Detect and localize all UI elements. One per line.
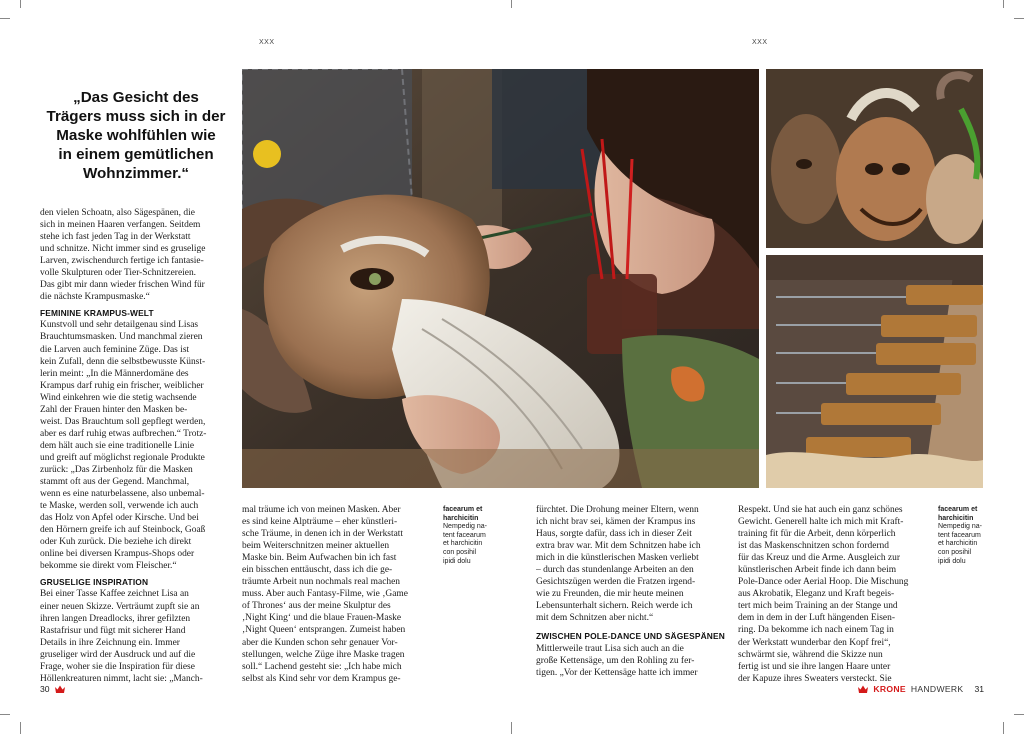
footer-left	[40, 684, 65, 694]
text-line: selbst als Kind sehr vor dem Krampus ge-	[242, 673, 401, 684]
text-line: die nächste Krampusmaske.“	[40, 292, 150, 303]
text-line: der Werkstatt wunderbar den Kopf frei“,	[738, 637, 891, 648]
text-line: und schnitze. Nicht immer sind es gruselige	[40, 244, 206, 255]
photo-carving-tools	[766, 255, 983, 488]
body-column-3	[536, 504, 729, 679]
crop-mark	[1014, 714, 1024, 715]
footer-right	[858, 684, 984, 694]
crop-mark	[1014, 18, 1024, 19]
text-line: ring. Da bekomme ich nach einem Tag in	[738, 625, 894, 636]
text-line: wie zu Freunden, die mir heute meinen	[536, 589, 684, 600]
photo-mask-painting	[242, 69, 759, 488]
pull-quote-line: in einem gemütlichen	[58, 146, 214, 163]
text-line: stammt oft aus der Gegend. Manchmal,	[40, 477, 190, 488]
text-line: tert mich beim Training an der Stange und	[738, 601, 898, 612]
text-line: of Thrones‘ aus der meine Skulptur des	[242, 601, 391, 612]
text-line: Haus, sorgte dafür, dass ich in dieser Zeit	[536, 529, 692, 540]
text-line: Wind einkehren wie die stetig wachsende	[40, 392, 197, 403]
caption-line: con posihil	[938, 548, 972, 556]
crop-mark	[20, 722, 21, 734]
text-line: weist. Das Brauchtum soll gepflegt werden,	[40, 416, 206, 427]
text-line: tigen. „Vor der Kettensäge hatte ich immer	[536, 667, 698, 678]
text-line: Details in ihre Zeichnung ein. Immer	[40, 637, 180, 648]
text-line: ihren langen Dreadlocks, ihrer gefilzten	[40, 613, 191, 624]
text-line: Mittlerweile traut Lisa sich auch an die	[536, 643, 684, 654]
caption-line: et harchicitin	[443, 540, 483, 548]
caption-title: facearum et	[443, 506, 483, 513]
photo-caption	[938, 506, 998, 566]
crown-icon	[858, 685, 868, 693]
section-heading: FEMININE KRAMPUS-WELT	[40, 308, 154, 319]
caption-line: ipidi dolu	[938, 557, 966, 565]
text-line: Bei einer Tasse Kaffee zeichnet Lisa an	[40, 589, 189, 600]
caption-line: tent facearum	[938, 531, 981, 539]
text-line: beim Weiterschnitzen meiner aktuellen	[242, 541, 390, 552]
section-name: HANDWERK	[910, 684, 964, 694]
text-line: volle Skulpturen oder Tier-Schnitzereien.	[40, 268, 197, 279]
text-line: Pole-Dance oder Aerial Hoop. Die Mischung	[738, 577, 909, 588]
text-line: Gewicht. Generell halte ich mich mit Kraft-	[738, 517, 904, 528]
page-number-left: 30	[40, 684, 50, 694]
text-line: der Kapuze ihres Sweaters versteckt. Sie	[738, 673, 892, 684]
pull-quote-line: Maske wohlfühlen wie	[56, 127, 216, 144]
text-line: muss. Aber auch Fantasy-Filme, wie ‚Game	[242, 589, 408, 600]
crop-mark	[0, 18, 10, 19]
text-line: für das Kreuz und die Arme. Ausgleich zur	[738, 553, 900, 564]
photo-caption	[443, 506, 513, 566]
caption-line: Nempedig na-	[938, 523, 982, 531]
body-column-1	[40, 207, 232, 685]
caption-title: harchicitin	[443, 514, 479, 522]
body-column-4	[738, 504, 931, 685]
text-line: ein bisschen enttäuscht, dass ich die ge-	[242, 565, 393, 576]
pull-quote-line: Trägers muss sich in der	[46, 108, 226, 125]
text-line: online bei diversen Krampus-Shops oder	[40, 549, 195, 560]
text-line: aber die Kunden schon sehr genauer Vor-	[242, 637, 398, 648]
text-line: Krampus darf ruhig ein frischer, weiblicher	[40, 380, 204, 391]
section-heading: GRUSELIGE INSPIRATION	[40, 577, 149, 588]
text-line: sche Träume, in denen ich in der Werkstatt	[242, 529, 404, 540]
text-line: Brauchtumsmasken. Und manchmal zieren	[40, 332, 203, 343]
text-line: wenn es eine naturbelassene, also unbemal-	[40, 489, 205, 500]
text-line: Respekt. Und sie hat auch ein ganz schönes	[738, 505, 903, 515]
text-line: den vielen Schoatn, also Sägespänen, die	[40, 208, 195, 218]
text-line: aber es darf ruhig etwas aufbrechen.“ Trotz-	[40, 428, 207, 439]
text-line: Frage, woher sie die Inspiration für diese	[40, 661, 195, 672]
text-line: mal träume ich von meinen Masken. Aber	[242, 505, 401, 515]
pull-quote	[40, 88, 232, 183]
text-line: Das gibt mir dann wieder frischen Wind für	[40, 280, 205, 291]
text-line: ist das Maskenschnitzen schon fordernd	[738, 541, 889, 552]
text-line: soll.“ Lachend gesteht sie: „Ich habe mich	[242, 661, 402, 672]
text-line: den Hörnern greife ich auf Steinbock, Goaß	[40, 525, 206, 536]
text-line: große Kettensäge, um den Rohling zu fer-	[536, 655, 695, 666]
caption-line: con posihil	[443, 548, 477, 556]
text-line: Kunstvoll und sehr detailgenau sind Lisas	[40, 320, 199, 331]
body-column-2	[242, 504, 434, 685]
text-line: Maske bin. Beim Aufwachen bin ich fast	[242, 553, 397, 564]
text-line: es sind keine Alpträume – eher künstleri-	[242, 517, 398, 528]
text-line: aus Akrobatik, Eleganz und Kraft begeis-	[738, 589, 895, 600]
caption-line: ipidi dolu	[443, 557, 471, 565]
text-line: künstlerischen Arbeit finde ich dann beim	[738, 565, 897, 576]
text-line: oder Kuh zurück. Die beziehe ich direkt	[40, 537, 192, 548]
text-line: fertig ist und sie ihre langen Haare unter	[738, 661, 891, 672]
text-line: bekomme sie direkt vom Fleischer.“	[40, 561, 177, 572]
page-number-right: 31	[974, 684, 984, 694]
text-line: extra brav war. Mit dem Schnitzen habe ich	[536, 541, 701, 552]
text-line: dem hält auch sie eine traditionelle Linie	[40, 440, 195, 451]
text-line: Larven, zwischendurch fertige ich fantasie-	[40, 256, 204, 267]
text-line: training fit für die Arbeit, denn körperlich	[738, 529, 896, 540]
text-line: Höllenkreaturen nimmt, lacht sie: „Manch-	[40, 673, 203, 684]
crop-mark	[511, 722, 512, 734]
text-line: träumte Arbeit nun nochmals real machen	[242, 577, 401, 588]
caption-line: Nempedig na-	[443, 523, 487, 531]
crop-mark	[1003, 722, 1004, 734]
crop-mark	[20, 0, 21, 8]
caption-title: harchicitin	[938, 514, 974, 522]
section-heading: ZWISCHEN POLE-DANCE UND SÄGESPÄNEN	[536, 631, 725, 642]
crown-icon	[55, 685, 65, 693]
text-line: stellungen, welche Züge ihre Maske tragen	[242, 649, 405, 660]
text-line: einer neuen Skizze. Verträumt zupft sie an	[40, 601, 200, 612]
crop-mark	[0, 714, 10, 715]
text-line: sich in meinen Haaren verfangen. Seitdem	[40, 220, 201, 231]
caption-line: tent facearum	[443, 531, 486, 539]
text-line: ‚Night King‘ und die blaue Frauen-Maske	[242, 613, 402, 624]
crop-mark	[1003, 0, 1004, 8]
text-line: das Holz von Apfel oder Kirsche. Und bei	[40, 513, 199, 524]
text-line: – durch das stundenlange Arbeiten an den	[536, 565, 694, 576]
text-line: Rastafrisur und fügt mit sicherer Hand	[40, 625, 186, 636]
text-line: zurück: „Das Zirbenholz für die Masken	[40, 464, 193, 475]
text-line: Lebensunterhalt sichern. Reich werde ich	[536, 601, 693, 612]
caption-title: facearum et	[938, 506, 978, 513]
text-line: lerin meint: „In die Männerdomäne des	[40, 368, 189, 379]
photo-mask-collection	[766, 69, 983, 248]
text-line: schwärmt sie, während die Skizze nun	[738, 649, 883, 660]
text-line: Gesichtszügen werden die Fratzen irgend-	[536, 577, 696, 588]
text-line: kein Zufall, denn die selbstbewusste Künst-	[40, 356, 206, 367]
text-line: ‚Night Queen‘ entsprangen. Zumeist haben	[242, 625, 406, 636]
brand-name: KRONE	[873, 684, 906, 694]
text-line: mich in die künstlerischen Masken verliebt	[536, 553, 699, 564]
text-line: stehe ich fast jeden Tag in der Werkstatt	[40, 232, 191, 243]
text-line: die Larven auch feminine Züge. Das ist	[40, 344, 190, 355]
crop-mark	[511, 0, 512, 8]
text-line: te Maske, werden soll, verwende ich auch	[40, 501, 199, 512]
pull-quote-line: „Das Gesicht des	[73, 89, 199, 106]
folio-right: XXX	[752, 39, 768, 46]
text-line: Zahl der Frauen hinter den Masken be-	[40, 404, 188, 415]
caption-line: et harchicitin	[938, 540, 978, 548]
text-line: fürchtet. Die Drohung meiner Eltern, wenn	[536, 505, 699, 515]
text-line: ich nicht brav sei, kämen der Krampus ins	[536, 517, 696, 528]
folio-left: XXX	[259, 39, 275, 46]
text-line: und greift auf möglichst regionale Produkte	[40, 452, 205, 463]
text-line: dem in dem in der Luft hängenden Eisen-	[738, 613, 895, 624]
text-line: mit dem Schnitzen aber nicht.“	[536, 613, 654, 624]
text-line: gruseliger wird der Ausdruck und auf die	[40, 649, 196, 660]
pull-quote-line: Wohnzimmer.“	[82, 165, 190, 182]
